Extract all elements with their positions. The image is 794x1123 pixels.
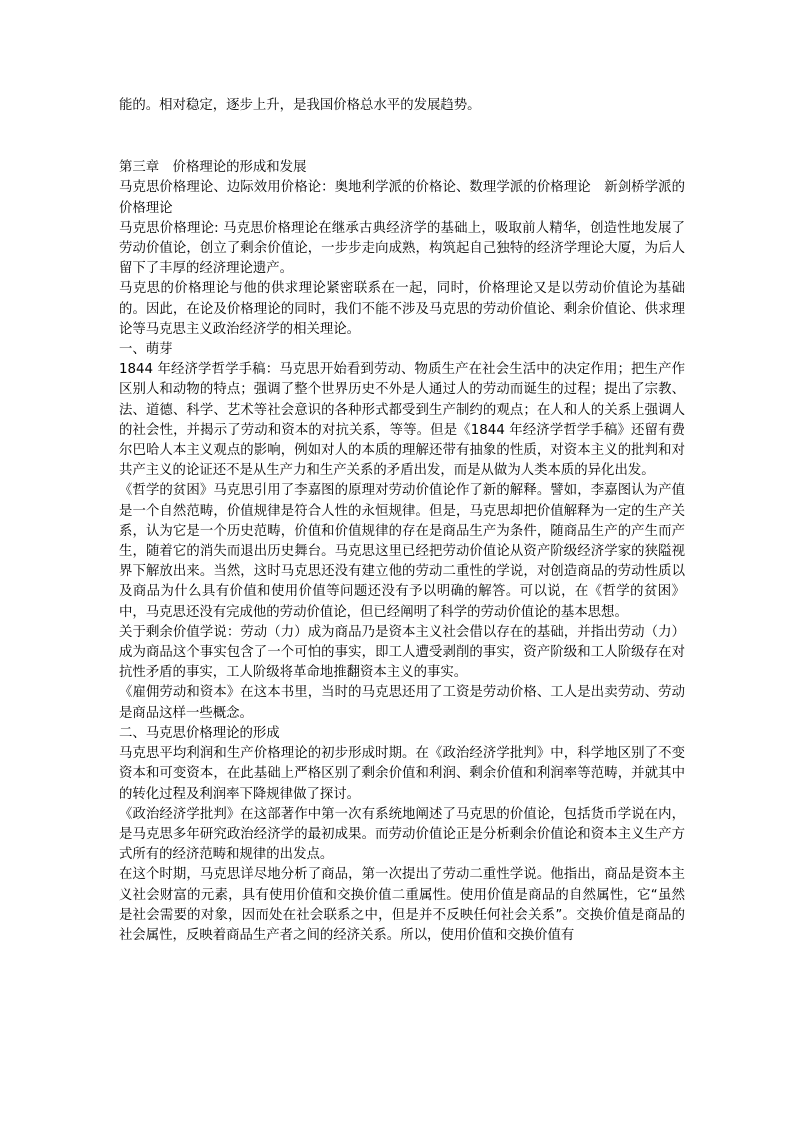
paragraph-commodity-analysis: 在这个时期，马克思详尽地分析了商品，第一次提出了劳动二重性学说。他指出，商品是资本主义社会财富的元素，具有使用价值和交换价值二重属性。使用价值是商品的自然属性，它“虽然是社会需要的对象，因而处在社会联系之中，但是并不反映任何社会关系”。交换价值是商品的社会属性，反映着商品生产者之间的经济关系。所以，使用价值和交换价值有 bbox=[119, 867, 685, 943]
section-heading-formation: 二、马克思价格理论的形成 bbox=[119, 725, 280, 741]
paragraph-wage-labour-capital: 《雇佣劳动和资本》在这本书里，当时的马克思还用了工资是劳动价格、工人是出卖劳动、劳动是商品这样一些概念。 bbox=[119, 685, 685, 721]
document-page bbox=[119, 96, 685, 946]
intro-line: 能的。相对稳定，逐步上升，是我国价格总水平的发展趋势。 bbox=[119, 98, 481, 113]
schools-line: 马克思价格理论、边际效用价格论：奥地利学派的价格论、数理学派的价格理论 新剑桥学派的价格理论 bbox=[119, 180, 685, 216]
paragraph-surplus-value: 关于剩余价值学说：劳动（力）成为商品乃是资本主义社会借以存在的基础，并指出劳动（力）成为商品这个事实包含了一个可怕的事实，即工人遭受剥削的事实，资产阶级和工人阶级存在对抗性矛盾的事实，工人阶级将革命地推翻资本主义的事实。 bbox=[119, 624, 685, 681]
section-heading-sprout: 一、萌芽 bbox=[119, 342, 173, 358]
paragraph-1844-manuscripts: 1844 年经济学哲学手稿：马克思开始看到劳动、物质生产在社会生活中的决定作用；把生产作区别人和动物的特点；强调了整个世界历史不外是人通过人的劳动而诞生的过程；提出了宗教、法、道德、科学、艺术等社会意识的各种形式都受到生产制约的观点；在人和人的关系上强调人的社会性，并揭示了劳动和资本的对抗关系，等等。但是《1844 年经济学哲学手稿》还留有费尔巴哈人本主义观点的影响，例如对人的本质的理解还带有抽象的性质，对资本主义的批判和对共产主义的论证还不是从生产力和生产关系的矛盾出发，而是从做为人类本质的异化出发。 bbox=[119, 362, 685, 479]
paragraph-price-supply-relation: 马克思的价格理论与他的供求理论紧密联系在一起，同时，价格理论又是以劳动价值论为基础的。因此，在论及价格理论的同时，我们不能不涉及马克思的劳动价值论、剩余价值论、供求理论等马克思主义政治经济学的相关理论。 bbox=[119, 281, 685, 337]
paragraph-average-profit: 马克思平均利润和生产价格理论的初步形成时期。在《政治经济学批判》中，科学地区别了不变资本和可变资本，在此基础上严格区别了剩余价值和利润、剩余价值和利润率等范畴，并就其中的转化过程及利润率下降规律做了探讨。 bbox=[119, 746, 685, 802]
chapter-title: 第三章 价格理论的形成和发展 bbox=[119, 160, 307, 176]
paragraph-marx-price-theory: 马克思价格理论: 马克思价格理论在继承古典经济学的基础上，吸取前人精华，创造性地发展了劳动价值论，创立了剩余价值论，一步步走向成熟，构筑起自己独特的经济学理论大厦，为后人留下了丰厚的经济理论遗产。 bbox=[119, 220, 685, 277]
paragraph-critique-political-economy: 《政治经济学批判》在这部著作中第一次有系统地阐述了马克思的价值论，包括货币学说在内，是马克思多年研究政治经济学的最初成果。而劳动价值论正是分析剩余价值论和资本主义生产方式所有的经济范畴和规律的出发点。 bbox=[119, 806, 685, 863]
paragraph-poverty-of-philosophy: 《哲学的贫困》马克思引用了李嘉图的原理对劳动价值论作了新的解释。譬如，李嘉图认为产值是一个自然范畴，价值规律是符合人性的永恒规律。但是，马克思却把价值解释为一定的生产关系，认为它是一个历史范畴，价值和价值规律的存在是商品生产为条件，随商品生产的产生而产生，随着它的消失而退出历史舞台。马克思这里已经把劳动价值论从资产阶级经济学家的狭隘视界下解放出来。当然，这时马克思还没有建立他的劳动二重性的学说，对创造商品的劳动性质以及商品为什么具有价值和使用价值等问题还没有予以明确的解答。可以说，在《哲学的贫困》中，马克思还没有完成他的劳动价值论，但已经阐明了科学的劳动价值论的基本思想。 bbox=[119, 483, 685, 620]
section-gap bbox=[119, 116, 685, 158]
